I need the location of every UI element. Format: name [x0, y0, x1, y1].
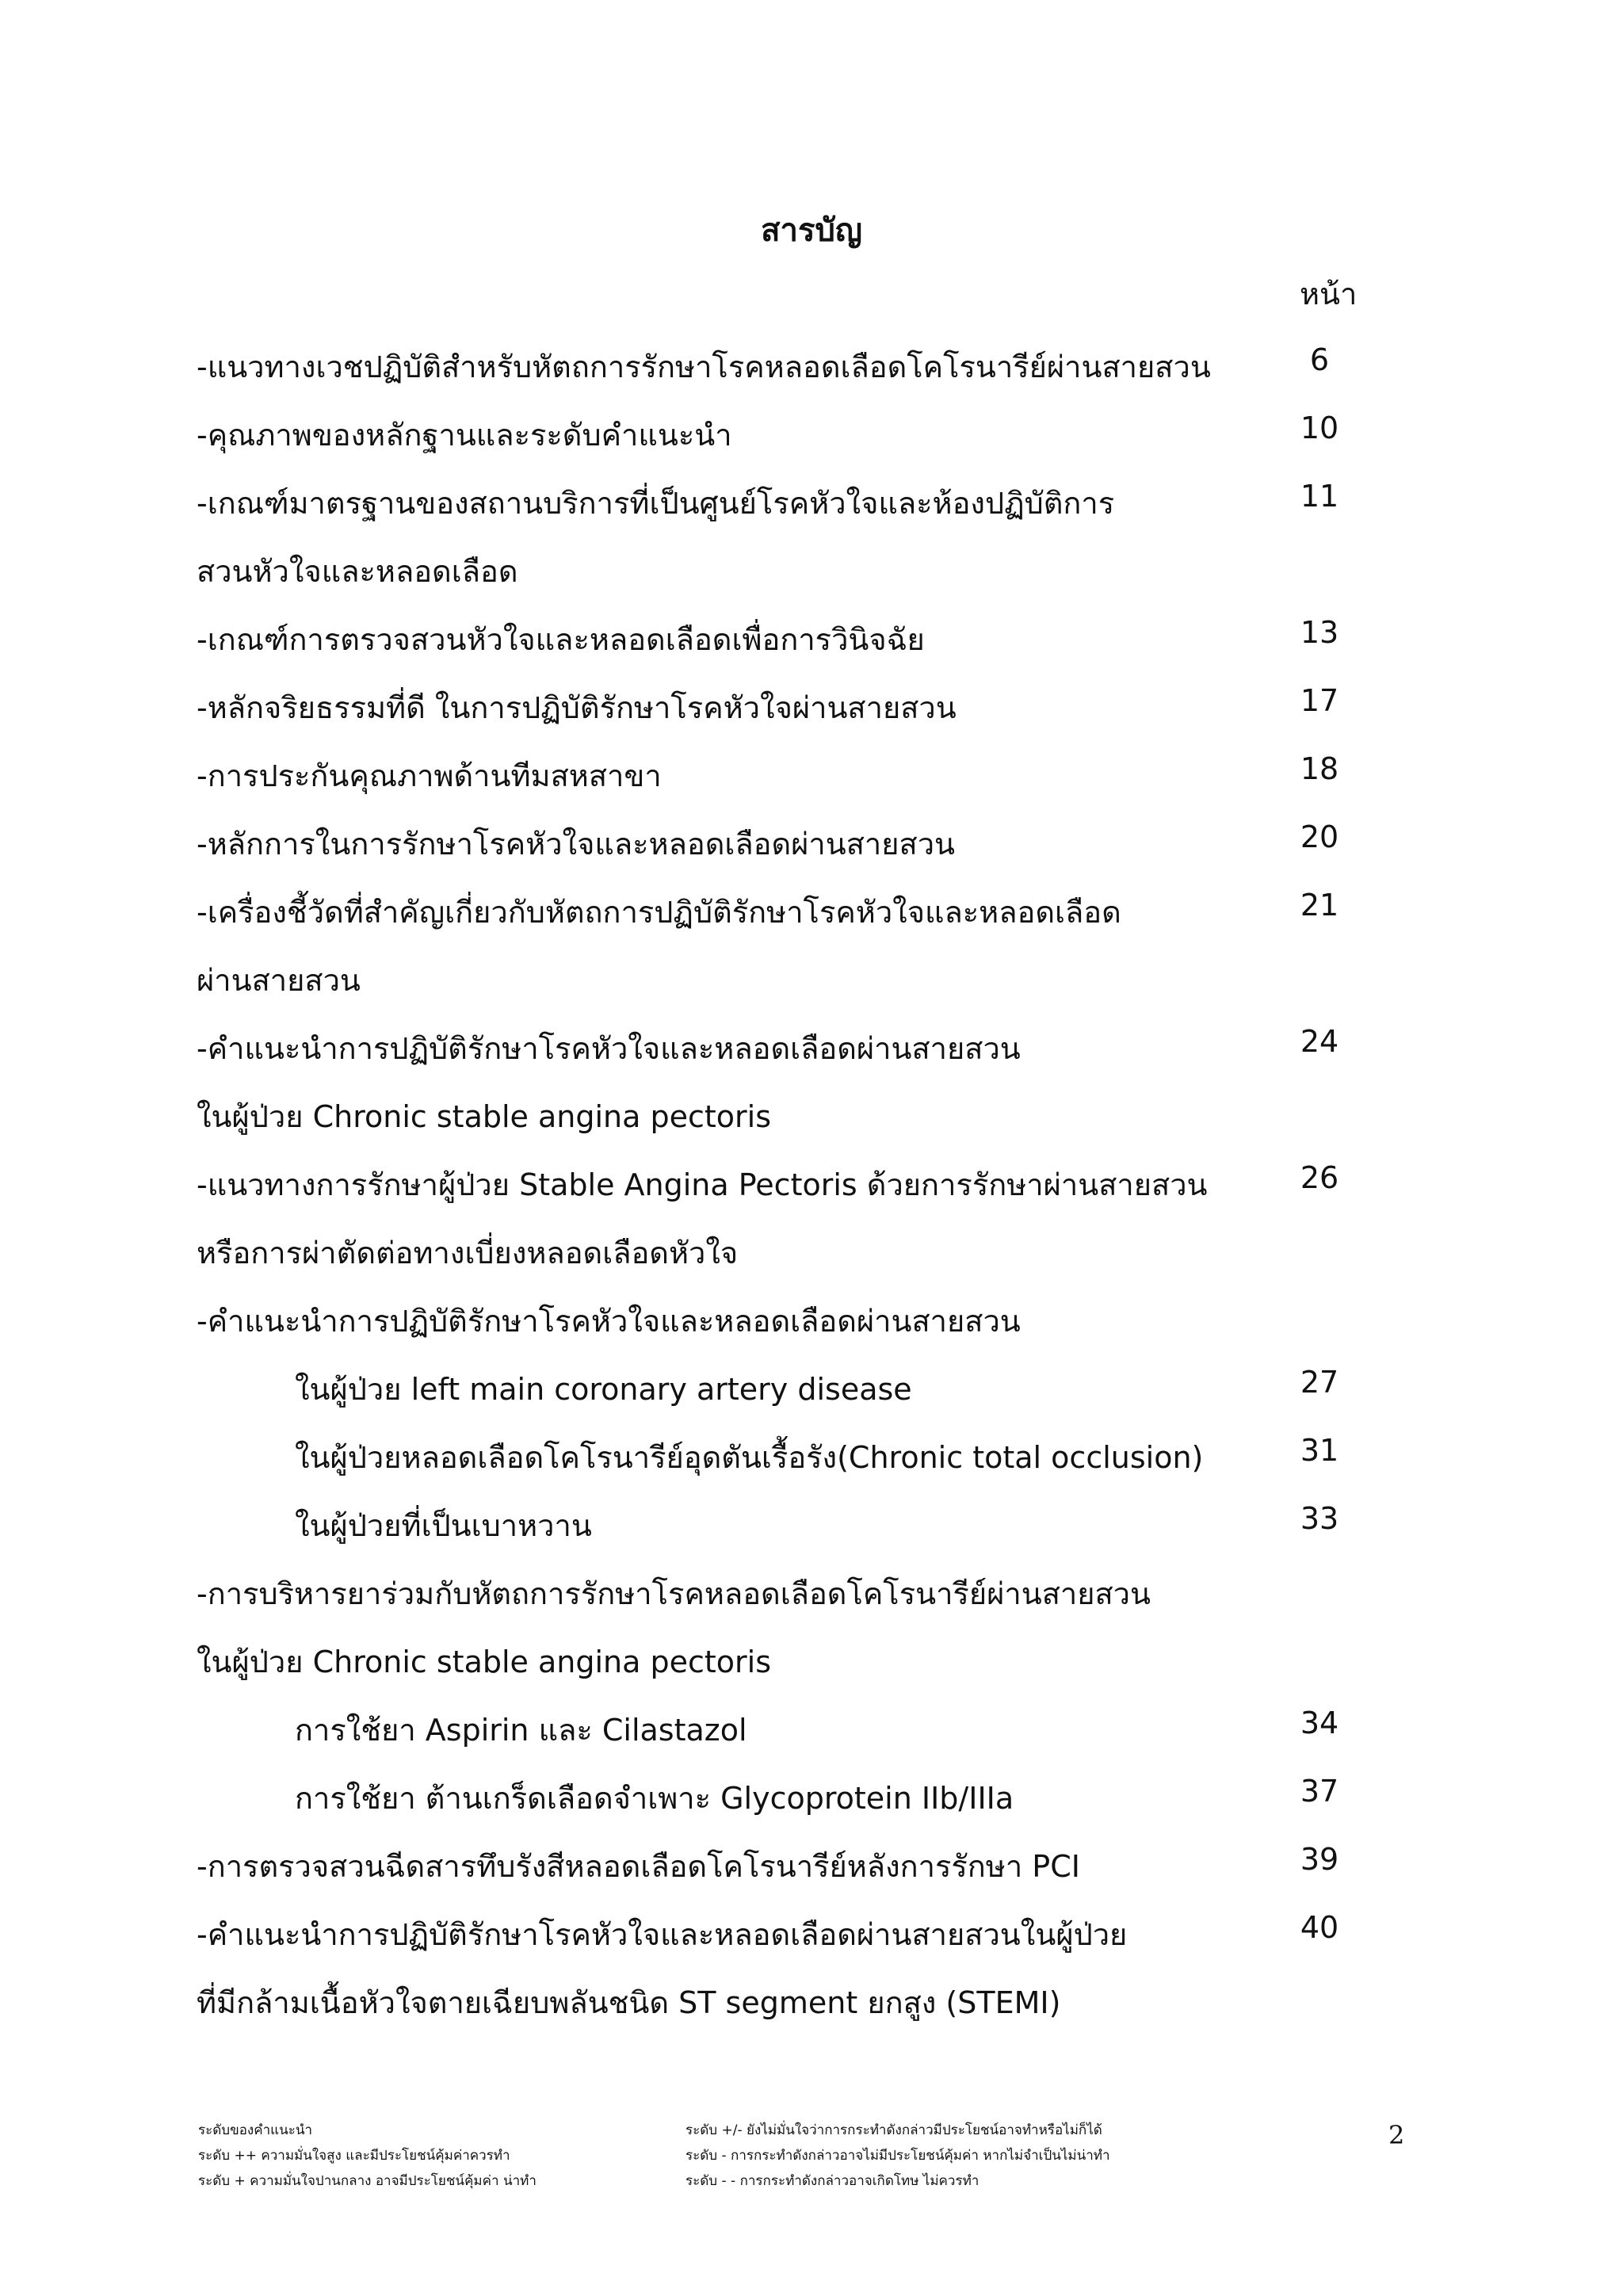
toc-entry-text: -คำแนะนำการปฏิบัติรักษาโรคหัวใจและหลอดเลือดผ่านสายสวนในผู้ป่วย	[197, 1917, 1128, 1952]
footer-legend-line: ระดับ ++ ความมั่นใจสูง และมีประโยชน์คุ้มค่าควรทำ	[198, 2148, 510, 2164]
toc-entry-text-continued: หรือการผ่าตัดต่อทางเบี่ยงหลอดเลือดหัวใจ	[197, 1236, 739, 1270]
toc-entry-text-continued: ในผู้ป่วย Chronic stable angina pectoris	[197, 1099, 772, 1134]
toc-entry-text: ในผู้ป่วยที่เป็นเบาหวาน	[295, 1508, 592, 1543]
toc-entry-text: -คำแนะนำการปฏิบัติรักษาโรคหัวใจและหลอดเลือดผ่านสายสวน	[197, 1031, 1021, 1066]
toc-entry-text: -แนวทางเวชปฏิบัติสำหรับหัตถการรักษาโรคหลอดเลือดโคโรนารีย์ผ่านสายสวน	[197, 350, 1211, 384]
toc-entry-text: -เกณฑ์การตรวจสวนหัวใจและหลอดเลือดเพื่อการวินิจฉัย	[197, 622, 925, 657]
toc-entry-text-continued: ที่มีกล้ามเนื้อหัวใจตายเฉียบพลันชนิด ST segment ยกสูง (STEMI)	[197, 1985, 1061, 2020]
toc-entry-text: -การบริหารยาร่วมกับหัตถการรักษาโรคหลอดเลือดโคโรนารีย์ผ่านสายสวน	[197, 1576, 1151, 1611]
toc-page-number: 34	[1300, 1706, 1339, 1740]
toc-page-number: 39	[1300, 1842, 1339, 1877]
toc-entry-text: การใช้ยา Aspirin และ Cilastazol	[295, 1713, 747, 1748]
toc-entry-text-continued: ผ่านสายสวน	[197, 963, 361, 998]
footer-legend-right	[685, 2118, 1110, 2194]
toc-entry-text: ในผู้ป่วยหลอดเลือดโคโรนารีย์อุดตันเรื้อรัง(Chronic total occlusion)	[295, 1440, 1204, 1475]
toc-entry-text: การใช้ยา ต้านเกร็ดเลือดจำเพาะ Glycoprotein IIb/IIIa	[295, 1781, 1014, 1816]
toc-page-number: 26	[1300, 1160, 1339, 1195]
toc-entry-text: -หลักจริยธรรมที่ดี ในการปฏิบัติรักษาโรคหัวใจผ่านสายสวน	[197, 690, 957, 725]
toc-entry-text: -คำแนะนำการปฏิบัติรักษาโรคหัวใจและหลอดเลือดผ่านสายสวน	[197, 1304, 1021, 1339]
toc-entry-text: ในผู้ป่วย left main coronary artery disease	[295, 1372, 912, 1407]
toc-page-number: 27	[1300, 1365, 1339, 1400]
footer-legend-line: ระดับ - - การกระทำดังกล่าวอาจเกิดโทษ ไม่ควรทำ	[685, 2173, 980, 2189]
toc-entry-text: -เครื่องชี้วัดที่สำคัญเกี่ยวกับหัตถการปฏิบัติรักษาโรคหัวใจและหลอดเลือด	[197, 895, 1121, 930]
toc-page-number: 37	[1300, 1774, 1339, 1809]
toc-page-number: 24	[1300, 1024, 1339, 1059]
footer-legend-line: ระดับของคำแนะนำ	[198, 2122, 313, 2138]
toc-page-number: 18	[1300, 751, 1339, 786]
footer-legend-left	[198, 2118, 537, 2194]
toc-page-number: 17	[1300, 683, 1339, 718]
toc-page-number: 31	[1300, 1433, 1339, 1468]
toc-entry-text: -การตรวจสวนฉีดสารทึบรังสีหลอดเลือดโคโรนารีย์หลังการรักษา PCI	[197, 1849, 1080, 1884]
toc-page-number: 40	[1300, 1910, 1339, 1945]
toc-page-number: 20	[1300, 819, 1339, 854]
toc-page-number: 33	[1300, 1501, 1339, 1536]
toc-entry-text-continued: ในผู้ป่วย Chronic stable angina pectoris	[197, 1645, 772, 1679]
toc-page-number: 11	[1300, 479, 1339, 514]
toc-entry-text: -แนวทางการรักษาผู้ป่วย Stable Angina Pectoris ด้วยการรักษาผ่านสายสวน	[197, 1167, 1208, 1202]
toc-page-number: 10	[1300, 411, 1339, 445]
toc-entry-text-continued: สวนหัวใจและหลอดเลือด	[197, 554, 518, 589]
toc-page-number: 13	[1300, 615, 1339, 650]
toc-entry-text: -เกณฑ์มาตรฐานของสถานบริการที่เป็นศูนย์โรคหัวใจและห้องปฏิบัติการ	[197, 486, 1115, 521]
footer-legend-line: ระดับ +/- ยังไม่มั่นใจว่าการกระทำดังกล่าวมีประโยชน์อาจทำหรือไม่ก็ได้	[685, 2122, 1102, 2138]
toc-page-number: 21	[1300, 888, 1339, 923]
footer-legend-line: ระดับ - การกระทำดังกล่าวอาจไม่มีประโยชน์คุ้มค่า หากไม่จำเป็นไม่น่าทำ	[685, 2148, 1110, 2164]
toc-entry-text: -คุณภาพของหลักฐานและระดับคำแนะนำ	[197, 418, 732, 453]
page-column-label: หน้า	[1300, 277, 1358, 311]
toc-title: สารบัญ	[761, 212, 862, 249]
toc-entry-text: -หลักการในการรักษาโรคหัวใจและหลอดเลือดผ่านสายสวน	[197, 827, 956, 861]
toc-page-number: 6	[1309, 342, 1330, 377]
footer-legend-line: ระดับ + ความมั่นใจปานกลาง อาจมีประโยชน์คุ้มค่า น่าทำ	[198, 2173, 537, 2189]
page-number: 2	[1388, 2120, 1405, 2150]
toc-entry-text: -การประกันคุณภาพด้านทีมสหสาขา	[197, 758, 662, 793]
